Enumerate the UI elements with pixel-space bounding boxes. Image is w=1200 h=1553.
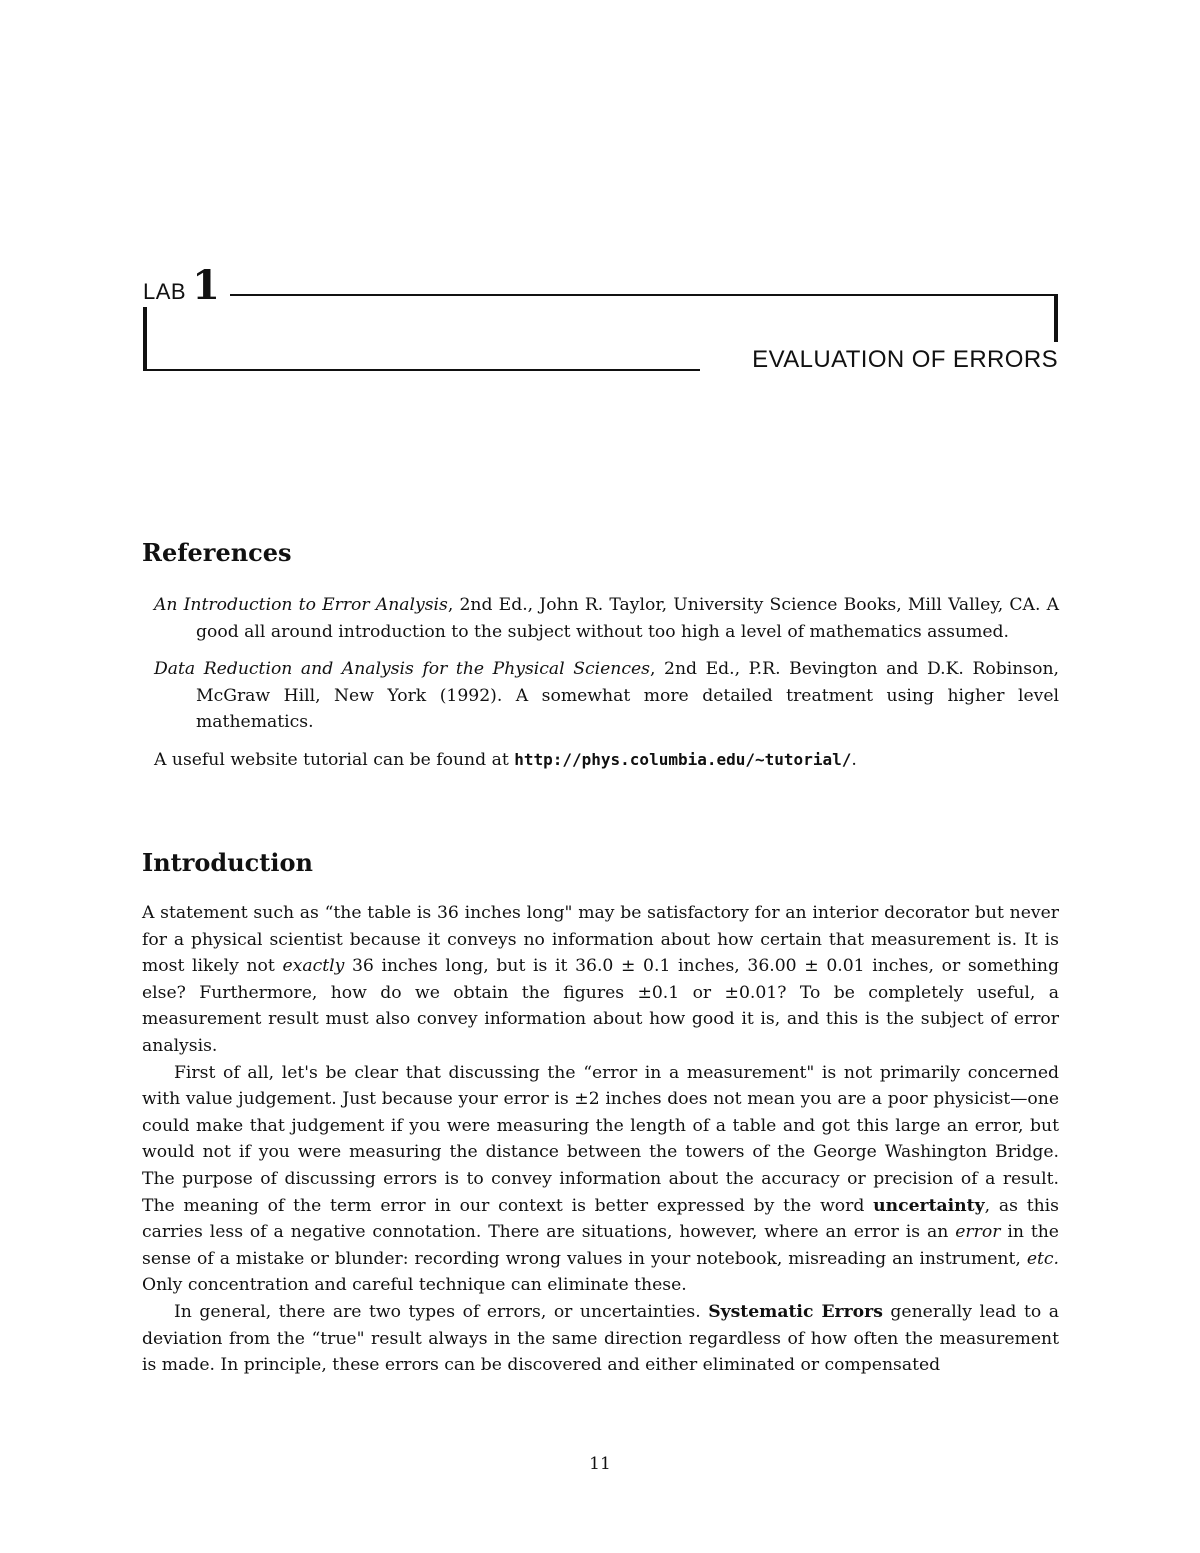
reference-title: An Introduction to Error Analysis <box>154 595 448 615</box>
chapter-title: EVALUATION OF ERRORS <box>752 346 1058 373</box>
reference-details: , 2nd Ed., John R. Taylor, University Science Books, Mill Valley, CA. A good all around introduction to the subject without too high a level of mathematics assumed. <box>196 595 1059 642</box>
body-paragraph <box>142 1299 1059 1379</box>
paragraph-text: generally lead to a deviation from the “true" result always in the same direction regardless of how often the measurement is made. In principle, these errors can be discovered and either eliminated or compensated <box>142 1301 1059 1376</box>
chapter-label <box>143 262 220 309</box>
website-link[interactable]: http://phys.columbia.edu/~tutorial/ <box>514 749 852 769</box>
paragraph-text: Only concentration and careful technique can eliminate these. <box>142 1275 687 1296</box>
chapter-rule-bottom <box>143 369 700 371</box>
references-list <box>154 592 1059 773</box>
reference-title: Data Reduction and Analysis for the Physical Sciences <box>154 659 650 679</box>
chapter-rule-top <box>230 294 1058 296</box>
website-prefix: A useful website tutorial can be found at <box>154 749 515 770</box>
paragraph-text: First of all, let's be clear that discussing the “error in a measurement" is not primarily concerned with value judgement. Just because your error is ±2 inches does not mean you are a poor physicist—one could make that judgement if you were measuring the length of a table and got this large an error, but would not if you were measuring the distance between the towers of the George Washington Bridge. The purpose of discussing errors is to convey information about the accuracy or precision of a result. The meaning of the term error in our context is better expressed by the word <box>142 1062 1059 1216</box>
paragraph-text: A statement such as “the table is 36 inches long" may be satisfactory for an interior decorator but never for a physical scientist because it conveys no information about how certain that measurement is. It is most likely not <box>142 903 1059 977</box>
website-suffix: . <box>851 749 857 770</box>
paragraph-text: In general, there are two types of errors, or uncertainties. <box>174 1301 709 1322</box>
chapter-number: 1 <box>192 262 220 309</box>
introduction-heading: Introduction <box>142 848 313 877</box>
paragraph-text: 36 inches long, but is it 36.0 ± 0.1 inches, 36.00 ± 0.01 inches, or something else? Furthermore, how do we obtain the figures ±0.1 or ±0.01? To be completely useful, a measurement result must also convey information about how good it is, and this is the subject of error analysis. <box>142 956 1060 1056</box>
website-reference <box>154 747 1059 774</box>
references-heading: References <box>142 538 292 567</box>
chapter-rule-right <box>1054 294 1058 342</box>
chapter-label-word: LAB <box>143 279 187 304</box>
reference-entry <box>154 656 1059 736</box>
paragraph-text: , as this carries less of a negative connotation. There are situations, however, where an error is an <box>142 1195 1059 1243</box>
page-number: 11 <box>589 1454 611 1474</box>
paragraph-text: in the sense of a mistake or blunder: recording wrong values in your notebook, misreading an instrument, <box>142 1222 1059 1269</box>
bold-term: Systematic Errors <box>708 1301 883 1322</box>
bold-term: uncertainty <box>873 1195 985 1216</box>
emphasis-text: etc. <box>1026 1248 1059 1269</box>
body-paragraph <box>142 900 1059 1060</box>
reference-details: , 2nd Ed., P.R. Bevington and D.K. Robinson, McGraw Hill, New York (1992). A somewhat more detailed treatment using higher level mathematics. <box>196 659 1060 732</box>
chapter-rule-left <box>143 307 147 371</box>
emphasis-text: error <box>955 1222 1001 1243</box>
emphasis-text: exactly <box>282 956 345 977</box>
reference-entry <box>154 592 1059 645</box>
body-paragraph <box>142 1060 1059 1299</box>
introduction-body <box>142 900 1059 1379</box>
